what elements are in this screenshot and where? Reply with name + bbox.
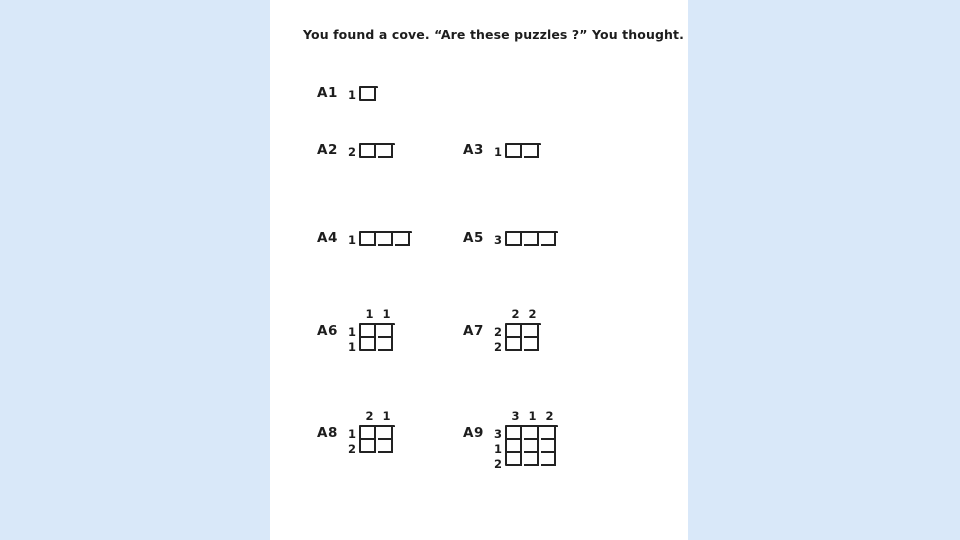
grid-cell[interactable] [524,145,539,158]
puzzle-label: A6 [317,323,338,339]
puzzle-grid [359,143,395,158]
puzzle-label: A2 [317,142,338,158]
puzzle-board [345,231,412,248]
puzzle-a1 [317,86,378,103]
row-clue: 1 [347,340,356,354]
grid-cell[interactable] [524,233,539,246]
grid-cell[interactable] [507,325,522,338]
grid-area [345,86,378,103]
puzzle-label: A3 [463,142,484,158]
column-clue: 2 [511,307,520,321]
puzzle-a5 [463,231,558,248]
grid-cell[interactable] [361,427,376,440]
row-clue: 2 [493,325,502,339]
grid-cell[interactable] [524,453,539,466]
grid-area [345,143,395,160]
grid-cell[interactable] [361,325,376,338]
grid-cell[interactable] [378,325,393,338]
row-clue: 3 [493,233,502,247]
grid-cell[interactable] [507,427,522,440]
row-clue: 1 [347,233,356,247]
row-clue: 3 [493,427,502,441]
puzzle-grid [505,323,541,351]
column-clue: 1 [365,307,374,321]
column-clue: 3 [511,409,520,423]
grid-cell[interactable] [541,440,556,453]
grid-cell[interactable] [524,338,539,351]
row-clue: 1 [493,145,502,159]
puzzle-label: A9 [463,425,484,441]
puzzle-a3 [463,143,541,160]
grid-cell[interactable] [507,440,522,453]
puzzle-label: A8 [317,425,338,441]
puzzle-board [491,410,558,472]
row-clues [345,231,359,248]
column-clues [345,410,395,425]
puzzle-a8 [317,410,395,457]
puzzle-label: A4 [317,230,338,246]
puzzle-board [345,410,395,457]
grid-area [491,231,558,248]
grid-cell[interactable] [378,145,393,158]
column-clue: 2 [528,307,537,321]
row-clue: 1 [347,325,356,339]
column-clue: 2 [365,409,374,423]
grid-cell[interactable] [395,233,410,246]
puzzle-a4 [317,231,412,248]
grid-cell[interactable] [524,427,539,440]
grid-cell[interactable] [541,427,556,440]
clue-corner-spacer [491,308,507,323]
puzzle-board [345,143,395,160]
row-clues [491,425,505,472]
row-clues [491,231,505,248]
row-clues [491,143,505,160]
grid-cell[interactable] [361,440,376,453]
row-clues [345,425,359,457]
grid-cell[interactable] [524,325,539,338]
puzzle-a9 [463,410,558,472]
intro-text: You found a cove. “Are these puzzles ?” You thought. [303,27,684,42]
puzzle-grid [359,425,395,453]
row-clue: 2 [347,442,356,456]
puzzle-a6 [317,308,395,355]
grid-area [491,425,558,472]
puzzle-board [491,308,541,355]
puzzle-label: A1 [317,85,338,101]
puzzle-label: A7 [463,323,484,339]
grid-cell[interactable] [378,427,393,440]
grid-cell[interactable] [507,338,522,351]
column-clues [491,410,558,425]
grid-cell[interactable] [378,440,393,453]
puzzle-grid [359,323,395,351]
row-clue: 2 [493,340,502,354]
column-clue: 2 [545,409,554,423]
grid-cell[interactable] [507,233,522,246]
clue-corner-spacer [345,308,361,323]
grid-cell[interactable] [507,145,522,158]
puzzle-board [345,308,395,355]
grid-cell[interactable] [361,233,376,246]
row-clues [345,86,359,103]
puzzle-a7 [463,308,541,355]
grid-cell[interactable] [507,453,522,466]
grid-cell[interactable] [541,233,556,246]
clue-corner-spacer [345,410,361,425]
row-clue: 2 [493,457,502,471]
puzzle-grid [505,425,558,466]
column-clue: 1 [528,409,537,423]
puzzle-board [345,86,378,103]
puzzle-grid [359,86,378,101]
row-clues [491,323,505,355]
grid-cell[interactable] [361,88,376,101]
row-clue: 2 [347,145,356,159]
puzzle-grid [359,231,412,246]
grid-area [345,323,395,355]
grid-cell[interactable] [541,453,556,466]
clue-corner-spacer [491,410,507,425]
grid-area [345,231,412,248]
column-clue: 1 [382,307,391,321]
grid-area [491,323,541,355]
column-clues [491,308,541,323]
puzzle-board [491,143,541,160]
grid-cell[interactable] [361,338,376,351]
grid-cell[interactable] [361,145,376,158]
row-clue: 1 [347,427,356,441]
grid-cell[interactable] [378,233,393,246]
grid-area [491,143,541,160]
column-clues [345,308,395,323]
row-clues [345,323,359,355]
puzzle-board [491,231,558,248]
row-clue: 1 [493,442,502,456]
column-clue: 1 [382,409,391,423]
puzzle-grid [505,231,558,246]
puzzle-label: A5 [463,230,484,246]
grid-area [345,425,395,457]
puzzle-a2 [317,143,395,160]
row-clue: 1 [347,88,356,102]
row-clues [345,143,359,160]
puzzle-grid [505,143,541,158]
grid-cell[interactable] [524,440,539,453]
grid-cell[interactable] [378,338,393,351]
